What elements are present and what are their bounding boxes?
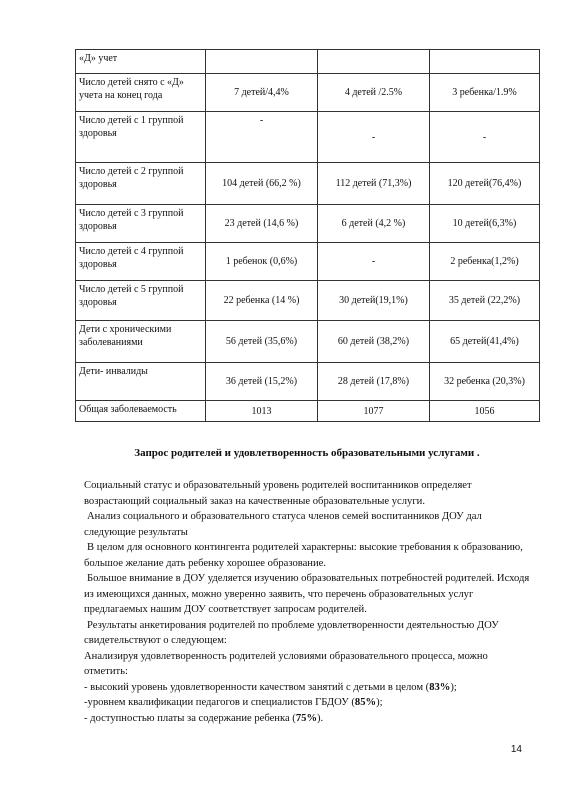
- list-item-end: ).: [317, 712, 324, 724]
- list-item: [84, 711, 534, 727]
- body-text: [84, 478, 534, 726]
- list-item-percent: 83%: [429, 681, 451, 693]
- list-item-text: -уровнем квалификации педагогов и специалистов ГБДОУ (: [84, 697, 355, 708]
- row-label: «Д» учет: [76, 50, 206, 74]
- table-cell: -: [318, 112, 430, 163]
- section-heading: Запрос родителей и удовлетворенность образовательными услугами .: [134, 447, 480, 459]
- row-label: Дети с хроническими заболеваниями: [76, 321, 206, 363]
- row-label: Общая заболеваемость: [76, 401, 206, 422]
- table-row: [76, 243, 540, 281]
- table-cell: 1077: [318, 401, 430, 422]
- list-item-end: );: [376, 697, 383, 708]
- table-cell: 30 детей(19,1%): [318, 281, 430, 321]
- list-item-text: - высокий уровень удовлетворенности качеством занятий с детьми в целом (: [84, 681, 430, 693]
- table-cell: [318, 50, 430, 74]
- table-row: [76, 74, 540, 112]
- list-item-text: - доступностью платы за содержание ребенка (: [84, 712, 296, 724]
- table-cell: 7 детей/4,4%: [206, 74, 318, 112]
- table-row: [76, 205, 540, 243]
- paragraph: Социальный статус и образовательный уровень родителей воспитанников определяет возрастающий социальный заказ на качественные образовательные услуги.: [84, 480, 472, 507]
- table-cell: 1 ребенок (0,6%): [206, 243, 318, 281]
- table-cell: 104 детей (66,2 %): [206, 163, 318, 205]
- table-cell: 32 ребенка (20,3%): [430, 363, 540, 401]
- list-item-end: );: [450, 681, 457, 693]
- table-cell: -: [206, 112, 318, 163]
- table-row: [76, 112, 540, 163]
- table-cell: 120 детей(76,4%): [430, 163, 540, 205]
- list-item-percent: 75%: [295, 712, 318, 724]
- table-cell: 112 детей (71,3%): [318, 163, 430, 205]
- table-row: [76, 50, 540, 74]
- table-cell: 23 детей (14,6 %): [206, 205, 318, 243]
- paragraph: В целом для основного контингента родителей характерны: высокие требования к образованию, большое желание дать ребенку хорошее образование.: [84, 542, 523, 569]
- table-cell: 6 детей (4,2 %): [318, 205, 430, 243]
- table-cell: [206, 50, 318, 74]
- paragraph: Результаты анкетирования родителей по проблеме удовлетворенности деятельностью ДОУ свидетельствуют о следующем:: [84, 619, 499, 646]
- paragraph: Анализ социального и образовательного статуса членов семей воспитанников ДОУ дал следующие результаты: [84, 511, 482, 538]
- table-cell: 10 детей(6,3%): [430, 205, 540, 243]
- row-label: Дети- инвалиды: [76, 363, 206, 401]
- list-item: [84, 695, 534, 711]
- row-label: Число детей с 5 группой здоровья: [76, 281, 206, 321]
- table-row: [76, 281, 540, 321]
- row-label: Число детей с 3 группой здоровья: [76, 205, 206, 243]
- list-item: [84, 680, 534, 696]
- table-cell: 3 ребенка/1.9%: [430, 74, 540, 112]
- table-cell: 22 ребенка (14 %): [206, 281, 318, 321]
- row-label: Число детей с 4 группой здоровья: [76, 243, 206, 281]
- table-cell: 36 детей (15,2%): [206, 363, 318, 401]
- table-cell: 1013: [206, 401, 318, 422]
- table-cell: 2 ребенка(1,2%): [430, 243, 540, 281]
- table-cell: 56 детей (35,6%): [206, 321, 318, 363]
- table-row: [76, 401, 540, 422]
- table-row: [76, 163, 540, 205]
- row-label: Число детей с 1 группой здоровья: [76, 112, 206, 163]
- health-statistics-table: [75, 49, 540, 422]
- page-number: 14: [510, 744, 522, 755]
- table-row: [76, 363, 540, 401]
- table-cell: -: [318, 243, 430, 281]
- list-item-percent: 85%: [354, 697, 377, 708]
- table-cell: [430, 50, 540, 74]
- table-row: [76, 321, 540, 363]
- table-cell: 28 детей (17,8%): [318, 363, 430, 401]
- table-cell: 4 детей /2.5%: [318, 74, 430, 112]
- row-label: Число детей снято с «Д» учета на конец года: [76, 74, 206, 112]
- table-cell: 65 детей(41,4%): [430, 321, 540, 363]
- row-label: Число детей с 2 группой здоровья: [76, 163, 206, 205]
- table-cell: 60 детей (38,2%): [318, 321, 430, 363]
- table-cell: -: [430, 112, 540, 163]
- table-cell: 1056: [430, 401, 540, 422]
- table-cell: 35 детей (22,2%): [430, 281, 540, 321]
- paragraph: Большое внимание в ДОУ уделяется изучению образовательных потребностей родителей. Исходя из имеющихся данных, можно уверенно заявить, что перечень образовательных услуг предлагаемых нашим ДОУ соответствует запросам родителей.: [84, 573, 530, 615]
- paragraph: Анализируя удовлетворенность родителей условиями образовательного процесса, можно отметить:: [84, 650, 488, 677]
